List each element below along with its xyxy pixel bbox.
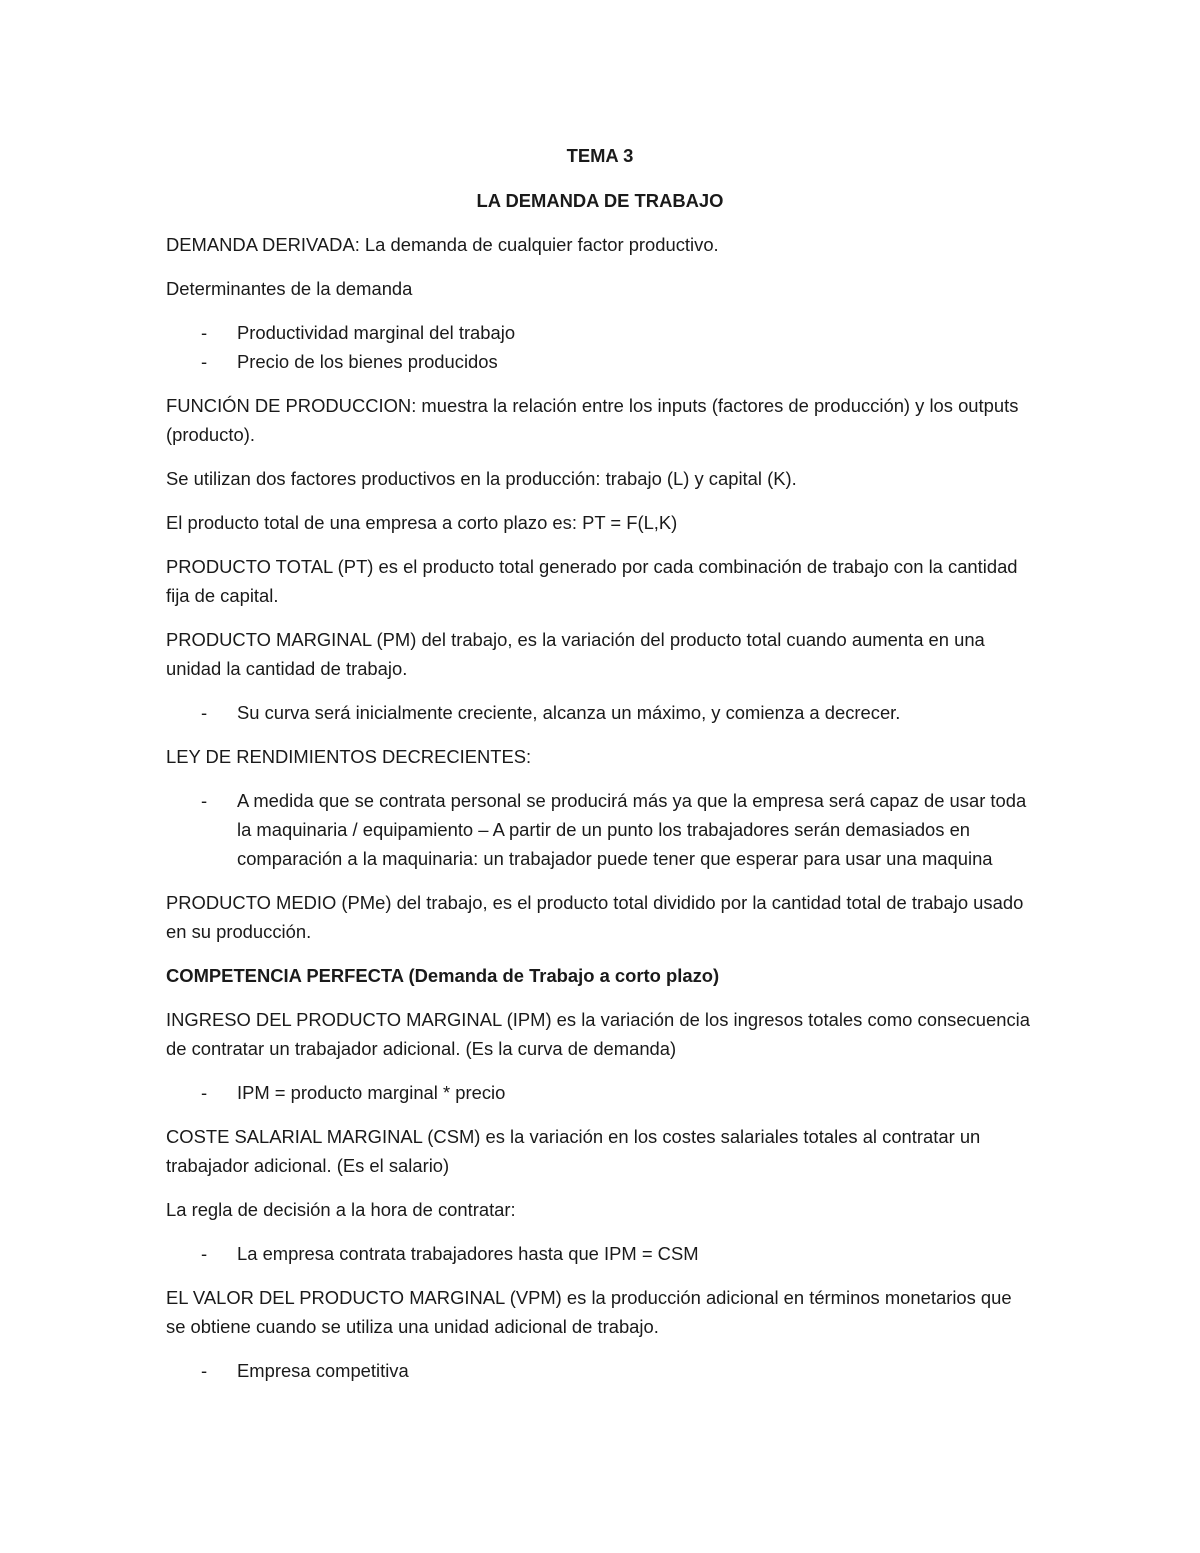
paragraph-coste-salarial: COSTE SALARIAL MARGINAL (CSM) es la variación en los costes salariales totales al contratar un trabajador adicional. (Es el salario) <box>166 1126 981 1176</box>
list-item: - A medida que se contrata personal se producirá más ya que la empresa será capaz de usar toda la maquinaria / equipamiento – A partir de un punto los trabajadores serán demasiados en comparación a la maquinaria: un trabajador puede tener que esperar para usar una maquina <box>166 786 1034 873</box>
document-body <box>166 141 1034 1400</box>
list-empresa <box>166 1356 1034 1385</box>
paragraph-ingreso-producto-marginal: INGRESO DEL PRODUCTO MARGINAL (IPM) es la variación de los ingresos totales como consecuencia de contratar un trabajador adicional. (Es la curva de demanda) <box>166 1009 1030 1059</box>
list-item: - Su curva será inicialmente creciente, alcanza un máximo, y comienza a decrecer. <box>166 698 1034 727</box>
paragraph-factores: Se utilizan dos factores productivos en la producción: trabajo (L) y capital (K). <box>166 468 797 489</box>
list-determinantes <box>166 318 1034 376</box>
list-item: - Precio de los bienes producidos <box>166 347 1034 376</box>
list-ipm <box>166 1078 1034 1107</box>
paragraph-producto-medio: PRODUCTO MEDIO (PMe) del trabajo, es el producto total dividido por la cantidad total de trabajo usado en su producción. <box>166 892 1024 942</box>
paragraph-determinantes: Determinantes de la demanda <box>166 278 413 299</box>
paragraph-producto-total: PRODUCTO TOTAL (PT) es el producto total generado por cada combinación de trabajo con la cantidad fija de capital. <box>166 556 1018 606</box>
paragraph-funcion-produccion: FUNCIÓN DE PRODUCCION: muestra la relación entre los inputs (factores de producción) y los outputs (producto). <box>166 395 1019 445</box>
paragraph-demanda-derivada: DEMANDA DERIVADA: La demanda de cualquier factor productivo. <box>166 234 719 255</box>
paragraph-valor-producto-marginal: EL VALOR DEL PRODUCTO MARGINAL (VPM) es la producción adicional en términos monetarios que se obtiene cuando se utiliza una unidad adicional de trabajo. <box>166 1287 1012 1337</box>
list-ley-rendimientos <box>166 786 1034 873</box>
document-subtitle: LA DEMANDA DE TRABAJO <box>476 190 724 211</box>
list-item: - Empresa competitiva <box>166 1356 1034 1385</box>
section-heading-competencia-perfecta: COMPETENCIA PERFECTA (Demanda de Trabajo a corto plazo) <box>166 965 720 986</box>
paragraph-regla-decision: La regla de decisión a la hora de contratar: <box>166 1199 516 1220</box>
paragraph-producto-total-formula: El producto total de una empresa a corto plazo es: PT = F(L,K) <box>166 512 678 533</box>
list-producto-marginal <box>166 698 1034 727</box>
paragraph-producto-marginal: PRODUCTO MARGINAL (PM) del trabajo, es la variación del producto total cuando aumenta en una unidad la cantidad de trabajo. <box>166 629 985 679</box>
list-item: - Productividad marginal del trabajo <box>166 318 1034 347</box>
document-title: TEMA 3 <box>566 145 634 166</box>
list-item: - La empresa contrata trabajadores hasta que IPM = CSM <box>166 1239 1034 1268</box>
list-item: - IPM = producto marginal * precio <box>166 1078 1034 1107</box>
paragraph-ley-rendimientos: LEY DE RENDIMIENTOS DECRECIENTES: <box>166 746 532 767</box>
list-regla-decision <box>166 1239 1034 1268</box>
